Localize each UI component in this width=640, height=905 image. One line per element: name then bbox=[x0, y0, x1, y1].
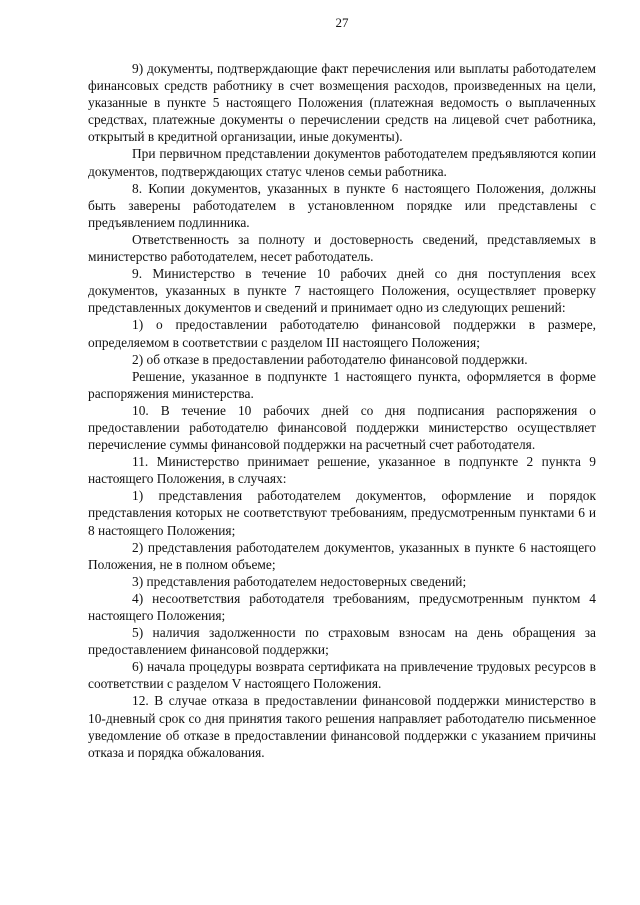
document-body bbox=[88, 60, 596, 761]
paragraph-11-sub-5: 5) наличия задолженности по страховым взносам на день обращения за предоставлением финансовой поддержки; bbox=[88, 625, 596, 658]
paragraph-8: 8. Копии документов, указанных в пункте 6 настоящего Положения, должны быть заверены работодателем в установленном порядке или представлены с предъявлением подлинника. bbox=[88, 180, 596, 230]
paragraph-copies-note: При первичном представлении документов работодателем предъявляются копии документов, подтверждающих статус членов семьи работника. bbox=[88, 146, 596, 179]
page-number: 27 bbox=[335, 15, 349, 30]
paragraph-11-sub-3: 3) представления работодателем недостоверных сведений; bbox=[132, 573, 467, 589]
paragraph-9-sub-1: 1) о предоставлении работодателю финансовой поддержки в размере, определяемом в соответствии с разделом III настоящего Положения; bbox=[88, 317, 596, 350]
paragraph-10: 10. В течение 10 рабочих дней со дня подписания распоряжения о предоставлении работодателю финансовой поддержки министерство осуществляет перечисление суммы финансовой поддержки на расчетный счет работодателя. bbox=[88, 402, 596, 453]
paragraph-9: 9. Министерство в течение 10 рабочих дней со дня поступления всех документов, указанных в пункте 7 настоящего Положения, осуществляет проверку представленных документов и сведений и принимает одно из следующих решений: bbox=[88, 266, 596, 316]
paragraph-11-sub-6: 6) начала процедуры возврата сертификата на привлечение трудовых ресурсов в соответствии с разделом V настоящего Положения. bbox=[88, 659, 596, 692]
paragraph-11: 11. Министерство принимает решение, указанное в подпункте 2 пункта 9 настоящего Положения, в случаях: bbox=[88, 454, 596, 487]
paragraph-12: 12. В случае отказа в предоставлении финансовой поддержки министерство в 10-дневный срок со дня принятия такого решения направляет работодателю письменное уведомление об отказе в предоставлении финансовой поддержки с указанием причины отказа и порядка обжалования. bbox=[88, 693, 596, 760]
paragraph-11-sub-4: 4) несоответствия работодателя требованиям, предусмотренным пунктом 4 настоящего Положения; bbox=[88, 590, 596, 623]
paragraph-11-sub-1: 1) представления работодателем документов, оформление и порядок представления которых не соответствуют требованиям, предусмотренным пунктами 6 и 8 настоящего Положения; bbox=[88, 488, 596, 538]
paragraph-9-sub-2: 2) об отказе в предоставлении работодателю финансовой поддержки. bbox=[132, 351, 528, 367]
paragraph-11-sub-2: 2) представления работодателем документов, указанных в пункте 6 настоящего Положения, не в полном объеме; bbox=[88, 539, 596, 572]
paragraph-responsibility: Ответственность за полноту и достоверность сведений, представляемых в министерство работодателем, несет работодатель. bbox=[88, 231, 596, 265]
paragraph-decision: Решение, указанное в подпункте 1 настоящего пункта, оформляется в форме распоряжения министерства. bbox=[88, 368, 596, 401]
paragraph-item-9-documents: 9) документы, подтверждающие факт перечисления или выплаты работодателем финансовых средств работнику в счет возмещения расходов, произведенных на цели, указанные в пункте 5 настоящего Положения (платежная ведомость о выплаченных средствах, платежные документы о перечислении средств на лицевой счет работника, открытый в кредитной организации, иные документы). bbox=[88, 61, 596, 145]
